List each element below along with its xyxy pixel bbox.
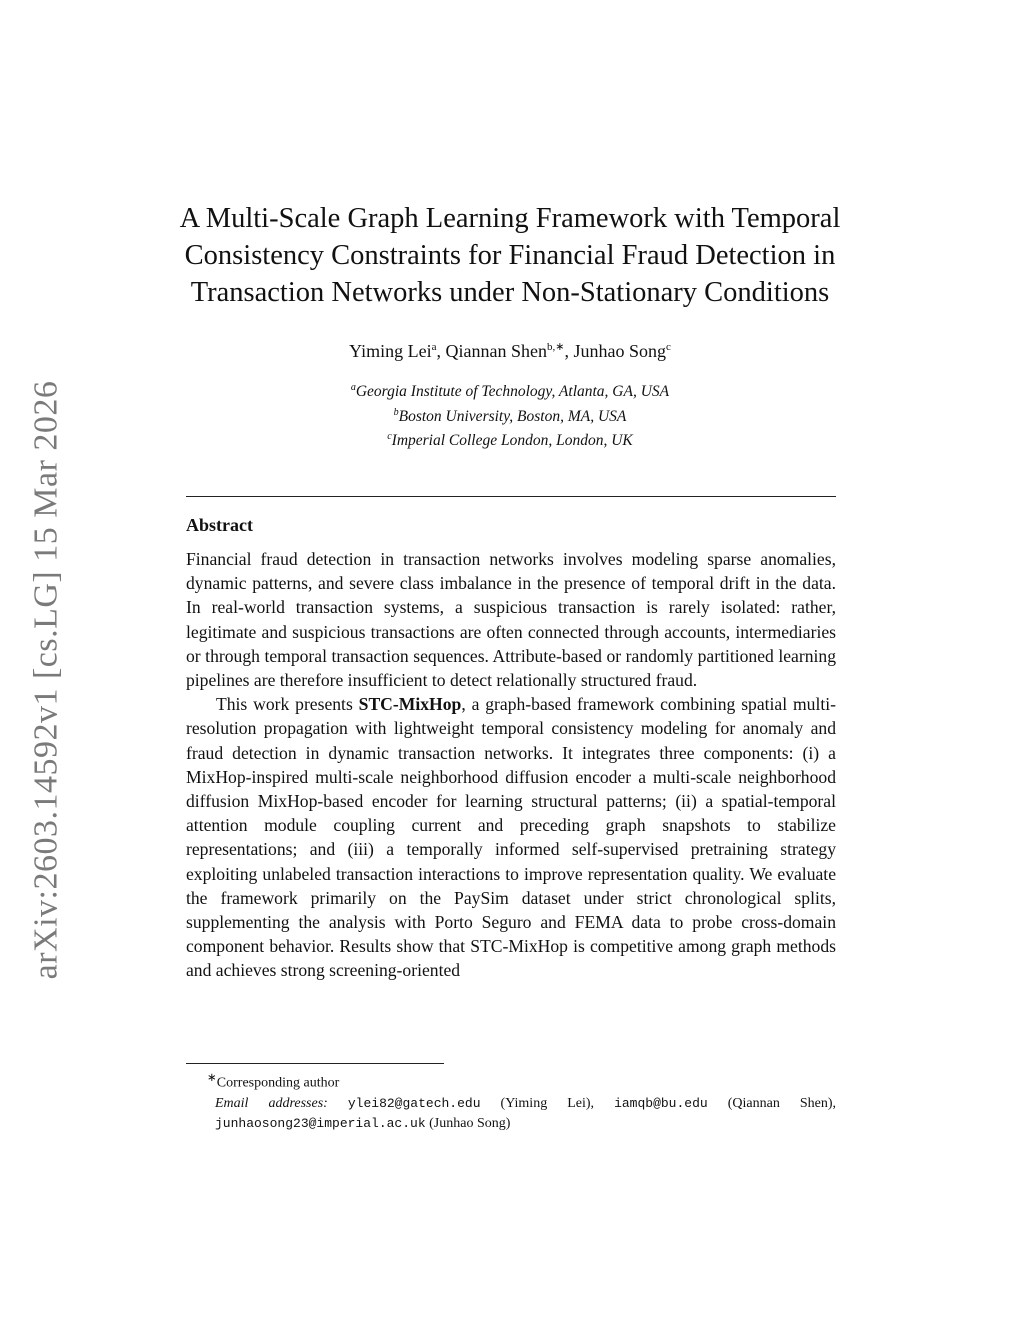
abstract-text: , a graph-based framework combining spatial multi-resolution propagation with lightweight temporal consistency modeling for anomaly and fraud detection in dynamic transaction networks. It integrates three components: (i) a MixHop-inspired multi-scale neighborhood diffusion encoder a multi-scale neighborhood diffusion MixHop-based encoder for learning structural patterns; (ii) a spatial-temporal attention module coupling current and preceding graph snapshots to stabilize representations; and (iii) a temporally informed self-supervised pretraining strategy exploiting unlabeled transaction interactions to improve representation quality. We evaluate the framework primarily on the PaySim dataset under strict chronological splits, supplementing the analysis with Porto Seguro and FEMA data to probe cross-domain component behavior. Results show that STC-MixHop is competitive among graph methods and achieves strong screening-oriented [186, 694, 836, 981]
email-label: Email addresses: [215, 1095, 328, 1111]
affiliation-line [150, 427, 870, 452]
arxiv-identifier: arXiv:2603.14592v1 [cs.LG] 15 Mar 2026 [27, 380, 65, 980]
email-owner: (Junhao Song) [429, 1115, 511, 1131]
affiliation-text: Imperial College London, London, UK [391, 432, 633, 450]
corresponding-author-note [186, 1068, 836, 1094]
abstract-paragraph: Financial fraud detection in transaction networks involves modeling sparse anomalies, dynamic patterns, and severe class imbalance in the presence of temporal drift in the data. In real-world transaction systems, a suspicious transaction is rarely isolated: rather, legitimate and suspicious transactions are often connected through accounts, intermediaries or through temporal transaction sequences. Attribute-based or randomly partitioned learning pipelines are therefore insufficient to detect relationally structured fraud. [186, 549, 836, 691]
author-name: Junhao Song [573, 341, 666, 361]
email-link[interactable]: junhaosong23@imperial.ac.uk [215, 1115, 426, 1131]
affiliation-text: Georgia Institute of Technology, Atlanta, GA, USA [355, 383, 670, 401]
abstract-body [186, 547, 836, 983]
footnote-rule [186, 1063, 444, 1064]
affiliation-mark: c [387, 431, 392, 443]
footnotes [186, 1068, 836, 1134]
author-list: Yiming Lei$^a$, Qiannan Shen$^{b,∗}$, Junhao Song$^c$ [349, 341, 671, 361]
author-name: Yiming Lei [349, 341, 432, 361]
affiliations [150, 378, 870, 452]
author-affiliation-mark: c [665, 341, 671, 353]
author-affiliation-mark: a [431, 341, 437, 353]
email-addresses-note [186, 1094, 836, 1134]
affiliation-text: Boston University, Boston, MA, USA [398, 407, 627, 425]
title-line: Consistency Constraints for Financial Fraud Detection in [184, 240, 836, 271]
arxiv-stamp [26, 340, 66, 1020]
affiliation-line [150, 378, 870, 403]
author-affiliation-mark: b,∗ [547, 341, 565, 353]
abstract-text: This work presents [216, 694, 359, 715]
email-link[interactable]: ylei82@gatech.edu [347, 1095, 481, 1111]
abstract-top-rule [186, 496, 836, 497]
title-line: Transaction Networks under Non-Stationary Conditions [190, 277, 830, 308]
corresponding-author-text: Corresponding author [216, 1075, 340, 1091]
email-owner: (Qiannan Shen), [727, 1095, 837, 1111]
title-line: A Multi-Scale Graph Learning Framework with Temporal [179, 203, 841, 234]
paper-title [150, 200, 870, 311]
email-owner: (Yiming Lei), [500, 1095, 595, 1111]
email-link[interactable]: iamqb@bu.edu [614, 1095, 708, 1111]
abstract-paragraph [186, 692, 836, 982]
affiliation-mark: a [350, 382, 356, 393]
affiliation-line [150, 403, 870, 428]
method-name: STC-MixHop [358, 694, 462, 715]
abstract-heading: Abstract [186, 515, 253, 535]
footnote-mark: ∗ [207, 1071, 217, 1084]
affiliation-mark: b [393, 406, 399, 418]
author-name: Qiannan Shen [445, 341, 547, 361]
